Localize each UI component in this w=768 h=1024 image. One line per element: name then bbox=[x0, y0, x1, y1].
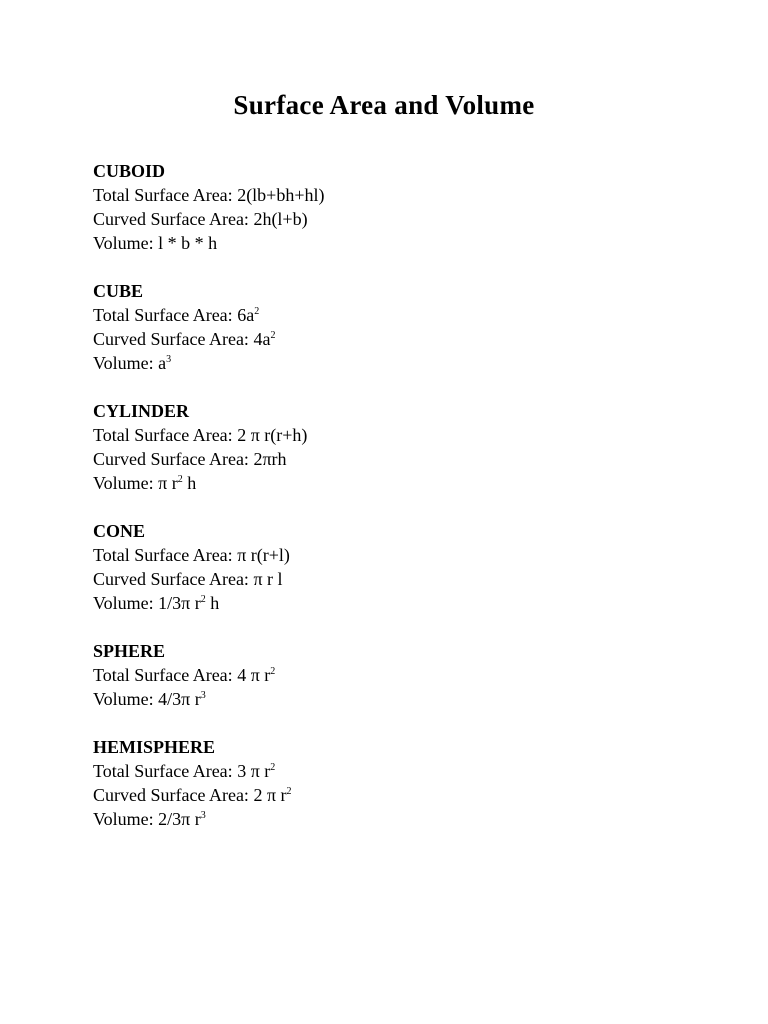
page-title: Surface Area and Volume bbox=[233, 90, 535, 120]
formula-line bbox=[93, 351, 693, 375]
formula-expression: 2 π r bbox=[253, 785, 287, 805]
formula-expression: 6a bbox=[237, 305, 255, 325]
formula-exponent: 3 bbox=[166, 354, 172, 365]
formula-expression: 1/3π r bbox=[158, 593, 201, 613]
formula-line bbox=[93, 447, 693, 471]
formula-label: Curved Surface Area: bbox=[93, 569, 249, 589]
formula-expression: 4/3π r bbox=[158, 689, 201, 709]
section-cube bbox=[93, 279, 693, 375]
formula-expression: 2 π r(r+h) bbox=[237, 425, 308, 445]
section-cylinder bbox=[93, 399, 693, 495]
formula-expression: 2(lb+bh+hl) bbox=[237, 185, 325, 205]
formula-label: Total Surface Area: bbox=[93, 665, 233, 685]
formula-label: Total Surface Area: bbox=[93, 185, 233, 205]
formula-line bbox=[93, 591, 693, 615]
formula-list bbox=[93, 159, 693, 855]
section-sphere bbox=[93, 639, 693, 711]
formula-expression: 2/3π r bbox=[158, 809, 201, 829]
section-heading: CONE bbox=[93, 521, 146, 541]
section-hemisphere bbox=[93, 735, 693, 831]
formula-expression-tail: h bbox=[205, 593, 220, 613]
formula-label: Total Surface Area: bbox=[93, 761, 233, 781]
formula-line bbox=[93, 471, 693, 495]
section-heading: HEMISPHERE bbox=[93, 737, 216, 757]
formula-label: Total Surface Area: bbox=[93, 425, 233, 445]
formula-expression: 4a bbox=[253, 329, 271, 349]
formula-label: Volume: bbox=[93, 689, 154, 709]
formula-expression: π r bbox=[158, 473, 178, 493]
formula-expression: π r(r+l) bbox=[237, 545, 290, 565]
formula-line bbox=[93, 687, 693, 711]
formula-line bbox=[93, 183, 693, 207]
formula-label: Curved Surface Area: bbox=[93, 449, 249, 469]
formula-line bbox=[93, 663, 693, 687]
formula-line bbox=[93, 327, 693, 351]
formula-expression: 2πrh bbox=[253, 449, 287, 469]
formula-exponent: 2 bbox=[254, 306, 260, 317]
formula-line bbox=[93, 303, 693, 327]
formula-line bbox=[93, 567, 693, 591]
section-heading: CUBOID bbox=[93, 161, 166, 181]
formula-line bbox=[93, 807, 693, 831]
formula-label: Curved Surface Area: bbox=[93, 209, 249, 229]
formula-expression: 2h(l+b) bbox=[253, 209, 308, 229]
formula-exponent: 2 bbox=[270, 666, 276, 677]
formula-exponent: 2 bbox=[270, 330, 276, 341]
formula-line bbox=[93, 423, 693, 447]
formula-line bbox=[93, 759, 693, 783]
formula-label: Volume: bbox=[93, 593, 154, 613]
formula-expression: 4 π r bbox=[237, 665, 271, 685]
formula-line bbox=[93, 207, 693, 231]
section-cone bbox=[93, 519, 693, 615]
formula-exponent: 3 bbox=[200, 690, 206, 701]
formula-label: Volume: bbox=[93, 353, 154, 373]
formula-exponent: 3 bbox=[200, 810, 206, 821]
formula-exponent: 2 bbox=[270, 762, 276, 773]
formula-label: Total Surface Area: bbox=[93, 305, 233, 325]
formula-expression: π r l bbox=[253, 569, 283, 589]
formula-line bbox=[93, 231, 693, 255]
section-heading: CYLINDER bbox=[93, 401, 190, 421]
formula-expression: l * b * h bbox=[158, 233, 218, 253]
formula-label: Curved Surface Area: bbox=[93, 329, 249, 349]
section-heading: SPHERE bbox=[93, 641, 166, 661]
section-heading: CUBE bbox=[93, 281, 144, 301]
formula-exponent: 2 bbox=[286, 786, 292, 797]
formula-label: Volume: bbox=[93, 473, 154, 493]
formula-expression-tail: h bbox=[182, 473, 197, 493]
formula-label: Curved Surface Area: bbox=[93, 785, 249, 805]
formula-line bbox=[93, 543, 693, 567]
formula-label: Volume: bbox=[93, 809, 154, 829]
formula-label: Total Surface Area: bbox=[93, 545, 233, 565]
formula-exponent: 2 bbox=[200, 594, 206, 605]
formula-line bbox=[93, 783, 693, 807]
formula-label: Volume: bbox=[93, 233, 154, 253]
formula-exponent: 2 bbox=[177, 474, 183, 485]
formula-expression: 3 π r bbox=[237, 761, 271, 781]
section-cuboid bbox=[93, 159, 693, 255]
formula-expression: a bbox=[158, 353, 167, 373]
